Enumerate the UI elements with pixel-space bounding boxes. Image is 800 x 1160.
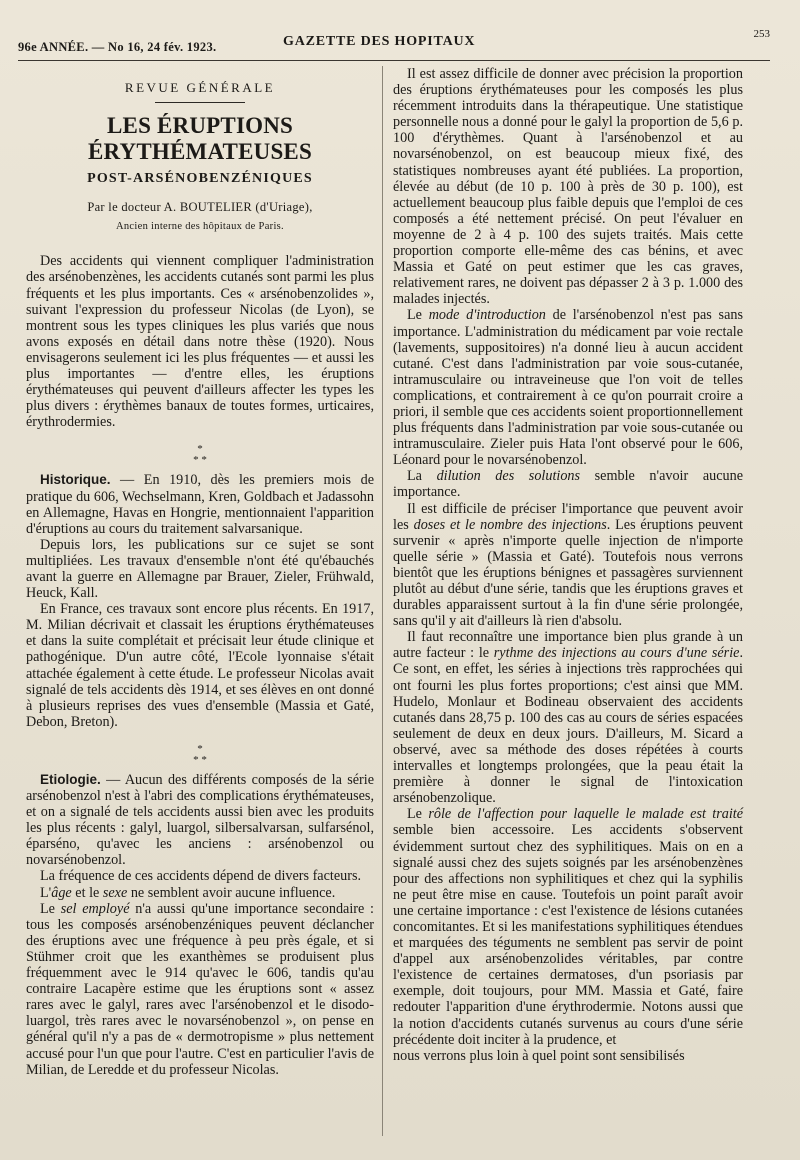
section-label: REVUE GÉNÉRALE (124, 80, 276, 95)
doses-paragraph: Il est difficile de préciser l'importance que peuvent avoir les doses et le nombre des injections. Les éruptions peuvent survenir « après n'importe quelle injection de n'importe quelle série » (Massia et Gaté). Toutefois nous verrons bientôt que les éruptions bénignes et passagères surviennent plutôt au début d'une série, tandis que les éruptions graves et durables apparaissent surtout à la fin d'une série prolongée, sans qu'il y ait d'ailleurs là rien d'absolu. (393, 500, 743, 630)
separator-stars: * * (193, 454, 207, 467)
dilution-paragraph: La dilution des solutions semble n'avoir aucune importance. (393, 468, 743, 501)
doses-term: doses et le nombre des injections (413, 516, 607, 533)
page-header (18, 28, 770, 58)
separator-stars-2: * * (193, 753, 207, 766)
issue-info: 96e ANNÉE. — No 16, 24 fév. 1923. (18, 40, 217, 54)
article-title: LES ÉRUPTIONS ÉRYTHÉMATEUSES (88, 113, 312, 165)
separator-star: * (197, 443, 203, 456)
rythme-paragraph: Il faut reconnaître une importance bien plus grande à un autre facteur : le rythme des injections au cours d'une série. Ce sont, en effet, les séries à injections très rapprochées qui ont fourni les plus fortes proportions; c'est ainsi que MM. Hudelo, Monlaur et Bodineau observaient des accidents cutanés dans 28,75 p. 100 des cas au cours de séries espacées seulement de deux en deux jours. D'ailleurs, M. Sicard a observé, avec sa méthode des doses répétées à courts intervalles et longtemps prolongées, que la peau était la première à donner le signal de l'intoxication arsénobenzolique. (393, 629, 743, 807)
historique-text: — En 1910, dès les premiers mois de pratique du 606, Wechselmann, Kren, Goldbach et Jadassohn en Allemagne, Havas en Hongrie, mentionnaient l'apparition d'éruptions au cours du traitement salvarsanique. (26, 472, 374, 537)
separator-star-2: * (197, 742, 203, 755)
rythme-term: rythme des injections au cours d'une série (493, 645, 740, 662)
column-divider (382, 66, 383, 1136)
right-column (393, 66, 743, 1064)
historique-heading: Historique. (40, 472, 111, 488)
intro-paragraph: Des accidents qui viennent compliquer l'administration des arsénobenzènes, les accidents cutanés sont parmi les plus fréquents et les plus importants. Ces « arsénobenzolides », suivant l'expression du professeur Nicolas (de Lyon), se montrent sous les types cliniques les plus variés que nous avons exposés en détail dans notre thèse (1920). Nous envisagerons seulement ici les plus fréquentes — et aussi les plus importantes — d'entre elles, les éruptions érythémateuses qui peuvent d'ailleurs affecter les types les plus divers : érythèmes banaux de toutes formes, urticaires, érythrodermies. (26, 253, 374, 431)
etiologie-text: — Aucun des différents composés de la série arsénobenzol n'est à l'abri des complications érythémateuses, et on a signalé de tels accidents aussi bien avec les produits les plus récents : galyl, luargol, silbersalvarsan, sulfarsénol, éparséno, qu'avec les anciens : arsénobenzol ou novarsénobenzol. (26, 771, 374, 869)
mode-paragraph: Le mode d'introduction de l'arsénobenzol n'est pas sans importance. L'administration du médicament par voie rectale (lavements, suppositoires) n'a donné lieu à aucun accident cutané. C'est dans l'administration par voie sous-cutanée, intramusculaire ou intraveineuse que l'on voit de telles complications, et contrairement à ce qu'on pourrait croire a priori, il semble que ces accidents soient proportionnellement plus fréquents dans l'administration par voie sous-cutanée ou intramusculaire. Zieler puis Hata l'ont observé pour le 606, Léonard pour le novarsénobenzol. (393, 307, 743, 469)
article-subtitle: POST-ARSÉNOBENZÉNIQUES (87, 171, 313, 187)
age-term: âge (51, 884, 72, 901)
etiologie-heading: Etiologie. (40, 771, 101, 787)
page-number: 253 (753, 28, 770, 40)
mode-term: mode d'introduction (428, 307, 546, 324)
role-paragraph: Le rôle de l'affection pour laquelle le malade est traité semble bien accessoire. Les accidents s'observent évidemment surtout chez des syphilitiques. Mais on en a signalé aussi chez des sujets soignés par les arsénobenzènes pour des affections non syphilitiques et chez qui la syphilis ne peut être mise en cause. Toutefois un point paraît avoir une certaine importance : c'est l'existence de lésions cutanées concomitantes. Et si les manifestations syphilitiques étendues et marquées des téguments ne semblent pas servir de point d'appel aux arsénobenzolides véritables, par contre l'existence de certaines dermatoses, d'un psoriasis par exemple, doit toujours, pour MM. Massia et Gaté, faire redouter l'apparition d'une érythrodermie. Notons aussi que la notion d'accidents cutanés survenus au cours d'une série précédente doit inciter à la prudence, et (393, 806, 744, 1048)
author-byline: Par le docteur A. BOUTELIER (d'Uriage), (87, 200, 313, 215)
author-credentials: Ancien interne des hôpitaux de Paris. (116, 221, 284, 233)
sexe-term: sexe (102, 884, 128, 901)
sel-employe-paragraph: Le sel employé n'a aussi qu'une importance secondaire : tous les composés arsénobenzéniques peuvent déclancher des éruptions avec une fréquence à peu près égale, et si Stühmer croit que les exanthèmes se produisent plus fréquemment avec le 914 qu'avec le 606, tandis qu'au contraire Lacapère estime que les éruptions sont « assez rares avec le galyl, rares avec l'arsénobenzol et le disodo-luargol, très rares avec le novarsénobenzol », on pense en général qu'il n'y a pas de « dermotropisme » plus nettement accusé pour l'un que pour l'autre. C'est en particulier l'avis de Milian, de Leredde et du professeur Nicolas. (26, 900, 374, 1078)
statistics-paragraph: Il est assez difficile de donner avec précision la proportion des éruptions érythémateuses pour les composés les plus récemment introduits dans la thérapeutique. Une statistique personnelle nous a donné pour le galyl la proportion de 5,6 p. 100 d'érythèmes. Quant à l'arsénobenzol et au novarsénobenzol, on est beaucoup mieux fixé, des statistiques nombreuses ayant été publiées. La proportion, élevée au début (de 10 p. 100 à près de 30 p. 100), est actuellement beaucoup plus faible depuis que l'emploi de ces composés a été nettement précisé. On peut l'évaluer en moyenne de 2 à 4 p. 100 des sujets traités. Mais cette proportion comporte elle-même des cas bénins, et avec Massia et Gaté on peut estimer que les cas graves, relativement rares, ne doivent pas dépasser 2 à 3 p. 1.000 des malades injectés. (393, 66, 743, 308)
section-rule (155, 102, 245, 103)
age-sexe-paragraph: L'âge et le sexe ne semblent avoir aucune influence. (40, 884, 336, 901)
historique-paragraph-3: En France, ces travaux sont encore plus récents. En 1917, M. Milian décrivait et classait les éruptions érythémateuses et dans la suite complétait et précisait leur étude clinique et pathogénique. D'un autre côté, l'Ecole lyonnaise s'était attachée également à cette étude. Le professeur Nicolas avait signalé de tels accidents dès 1914, et ses élèves en ont donné à plusieurs reprises des vues d'ensemble (Massia et Gaté, Debon, Breton). (26, 601, 374, 730)
historique-paragraph (26, 472, 374, 536)
journal-name: GAZETTE DES HOPITAUX (283, 34, 476, 49)
dilution-term: dilution des solutions (436, 468, 581, 485)
historique-paragraph-2: Depuis lors, les publications sur ce sujet se sont multipliées. Les travaux d'ensemble n'ont été qu'ébauchés avant la guerre en Allemagne par Brauer, Zieler, Frühwald, Heuck, Kall. (26, 536, 374, 602)
left-column (26, 70, 374, 1078)
etiologie-paragraph (26, 772, 374, 869)
last-line: nous verrons plus loin à quel point sont sensibilisés (393, 1047, 685, 1064)
sel-term: sel employé (60, 900, 130, 917)
etiologie-paragraph-2: La fréquence de ces accidents dépend de divers facteurs. (40, 868, 362, 885)
header-rule (18, 60, 770, 61)
role-term: rôle de l'affection pour laquelle le malade est traité (428, 806, 744, 823)
